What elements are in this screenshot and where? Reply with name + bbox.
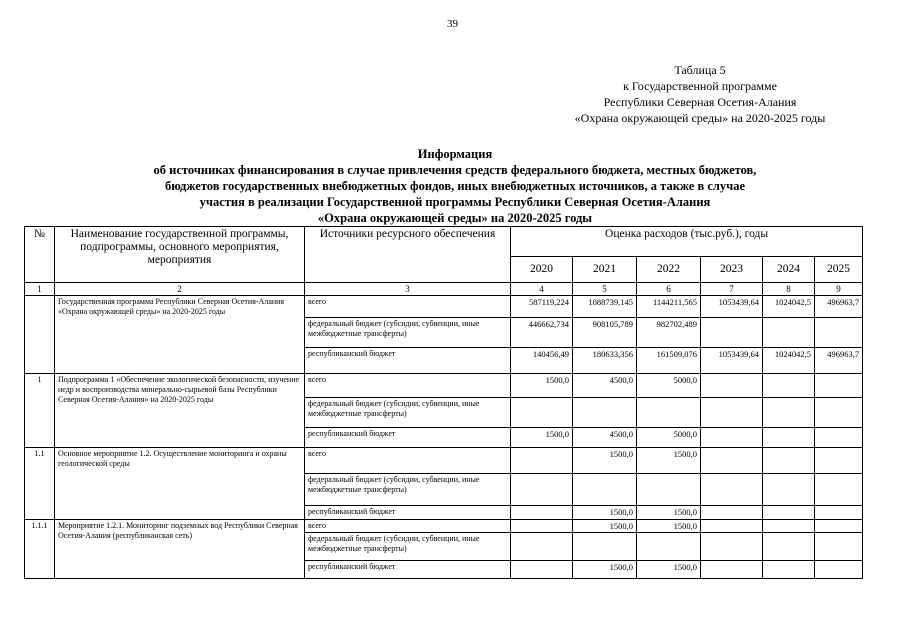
header-year: 2024 <box>763 257 815 283</box>
funding-source: всего <box>305 448 511 474</box>
value-cell <box>637 398 701 428</box>
value-cell: 1053439,64 <box>701 296 763 318</box>
column-number: 7 <box>701 283 763 296</box>
appendix-line: к Государственной программе <box>623 79 777 93</box>
value-cell <box>815 374 863 398</box>
value-cell <box>815 506 863 520</box>
value-cell: 1500,0 <box>573 520 637 533</box>
value-cell <box>763 533 815 561</box>
value-cell <box>815 474 863 506</box>
value-cell <box>763 428 815 448</box>
row-number: 1.1.1 <box>25 520 55 579</box>
value-cell <box>815 398 863 428</box>
value-cell <box>815 520 863 533</box>
value-cell: 1053439,64 <box>701 348 763 374</box>
value-cell <box>511 474 573 506</box>
value-cell <box>815 428 863 448</box>
funding-source: федеральный бюджет (субсидии, субвенции, иные межбюджетные трансферты) <box>305 318 511 348</box>
value-cell <box>511 506 573 520</box>
value-cell <box>701 448 763 474</box>
column-number: 4 <box>511 283 573 296</box>
column-number: 8 <box>763 283 815 296</box>
value-cell <box>763 561 815 579</box>
value-cell <box>815 448 863 474</box>
heading-line: об источниках финансирования в случае привлечения средств федерального бюджета, местных бюджетов, <box>153 163 757 177</box>
value-cell: 908105,789 <box>573 318 637 348</box>
header-sources: Источники ресурсного обеспечения <box>305 227 511 283</box>
value-cell <box>511 398 573 428</box>
value-cell <box>763 448 815 474</box>
value-cell <box>637 533 701 561</box>
value-cell: 1500,0 <box>511 374 573 398</box>
column-number: 6 <box>637 283 701 296</box>
column-number: 2 <box>55 283 305 296</box>
program-name: Подпрограмма 1 «Обеспечение экологической безопасности, изучение недр и воспроизводства минерально-сырьевой базы Республики Северная Осетия-Алания» на 2020-2025 годы <box>55 374 305 448</box>
value-cell <box>701 428 763 448</box>
value-cell: 1024042,5 <box>763 348 815 374</box>
program-name: Мероприятие 1.2.1. Мониторинг подземных вод Республики Северная Осетия-Алания (республиканская сеть) <box>55 520 305 579</box>
heading-line: бюджетов государственных внебюджетных фондов, иных внебюджетных источников, а также в случае <box>164 179 746 193</box>
value-cell <box>701 374 763 398</box>
table-row <box>25 520 863 533</box>
row-number <box>25 296 55 374</box>
funding-source: федеральный бюджет (субсидии, субвенции, иные межбюджетные трансферты) <box>305 533 511 561</box>
program-name: Государственная программа Республики Северная Осетия-Алания «Охрана окружающей среды» на 2020-2025 годы <box>55 296 305 374</box>
value-cell <box>701 474 763 506</box>
value-cell: 1500,0 <box>637 561 701 579</box>
row-number: 1 <box>25 374 55 448</box>
value-cell: 496963,7 <box>815 296 863 318</box>
value-cell <box>815 533 863 561</box>
row-number: 1.1 <box>25 448 55 520</box>
value-cell: 5000,0 <box>637 428 701 448</box>
value-cell: 982702,489 <box>637 318 701 348</box>
funding-source: федеральный бюджет (субсидии, субвенции, иные межбюджетные трансферты) <box>305 398 511 428</box>
heading-line: участия в реализации Государственной программы Республики Северная Осетия-Алания <box>199 195 711 209</box>
value-cell <box>511 533 573 561</box>
table-row <box>25 296 863 318</box>
value-cell <box>511 448 573 474</box>
funding-source: всего <box>305 374 511 398</box>
document-heading <box>60 146 850 226</box>
header-year: 2022 <box>637 257 701 283</box>
funding-source: республиканский бюджет <box>305 506 511 520</box>
value-cell: 446662,734 <box>511 318 573 348</box>
column-number: 3 <box>305 283 511 296</box>
column-number: 5 <box>573 283 637 296</box>
value-cell <box>511 520 573 533</box>
value-cell <box>573 474 637 506</box>
header-year: 2020 <box>511 257 573 283</box>
value-cell <box>637 474 701 506</box>
value-cell: 161509,076 <box>637 348 701 374</box>
value-cell <box>701 520 763 533</box>
header-no: № <box>25 227 55 283</box>
value-cell: 1500,0 <box>573 506 637 520</box>
value-cell <box>763 374 815 398</box>
value-cell: 1500,0 <box>637 520 701 533</box>
value-cell: 496963,7 <box>815 348 863 374</box>
value-cell <box>701 318 763 348</box>
value-cell <box>573 398 637 428</box>
value-cell <box>701 533 763 561</box>
appendix-line: «Охрана окружающей среды» на 2020-2025 годы <box>574 111 826 125</box>
value-cell: 5000,0 <box>637 374 701 398</box>
column-number: 1 <box>25 283 55 296</box>
table-row <box>25 448 863 474</box>
funding-source: республиканский бюджет <box>305 348 511 374</box>
value-cell <box>763 398 815 428</box>
header-year: 2025 <box>815 257 863 283</box>
table-body <box>25 296 863 579</box>
table-row <box>25 374 863 398</box>
value-cell <box>815 318 863 348</box>
page-number: 39 <box>447 18 458 30</box>
funding-source: всего <box>305 520 511 533</box>
funding-source: республиканский бюджет <box>305 428 511 448</box>
appendix-caption <box>540 62 860 126</box>
appendix-line: Республики Северная Осетия-Алания <box>603 95 797 109</box>
appendix-line: Таблица 5 <box>674 63 726 77</box>
value-cell: 180633,356 <box>573 348 637 374</box>
value-cell: 4500,0 <box>573 374 637 398</box>
column-number-row <box>25 283 863 296</box>
funding-table <box>24 226 863 579</box>
value-cell: 1144211,565 <box>637 296 701 318</box>
value-cell: 1500,0 <box>637 506 701 520</box>
funding-source: федеральный бюджет (субсидии, субвенции, иные межбюджетные трансферты) <box>305 474 511 506</box>
value-cell <box>701 506 763 520</box>
value-cell: 1500,0 <box>573 448 637 474</box>
value-cell: 1024042,5 <box>763 296 815 318</box>
value-cell: 1500,0 <box>511 428 573 448</box>
value-cell <box>815 561 863 579</box>
header-year: 2021 <box>573 257 637 283</box>
heading-title: Информация <box>417 147 493 161</box>
value-cell: 4500,0 <box>573 428 637 448</box>
value-cell: 1500,0 <box>637 448 701 474</box>
value-cell <box>763 520 815 533</box>
funding-source: республиканский бюджет <box>305 561 511 579</box>
header-name: Наименование государственной программы, подпрограммы, основного мероприятия, мероприятия <box>55 227 305 283</box>
header-year: 2023 <box>701 257 763 283</box>
value-cell: 1500,0 <box>573 561 637 579</box>
value-cell: 1088739,145 <box>573 296 637 318</box>
value-cell <box>701 561 763 579</box>
value-cell <box>701 398 763 428</box>
value-cell <box>763 474 815 506</box>
value-cell: 140456,49 <box>511 348 573 374</box>
column-number: 9 <box>815 283 863 296</box>
value-cell <box>511 561 573 579</box>
funding-source: всего <box>305 296 511 318</box>
value-cell <box>763 318 815 348</box>
value-cell: 587119,224 <box>511 296 573 318</box>
value-cell <box>763 506 815 520</box>
heading-line: «Охрана окружающей среды» на 2020-2025 годы <box>317 211 593 225</box>
value-cell <box>573 533 637 561</box>
program-name: Основное мероприятие 1.2. Осуществление мониторинга и охраны геологической среды <box>55 448 305 520</box>
header-estimate: Оценка расходов (тыс.руб.), годы <box>511 227 863 257</box>
